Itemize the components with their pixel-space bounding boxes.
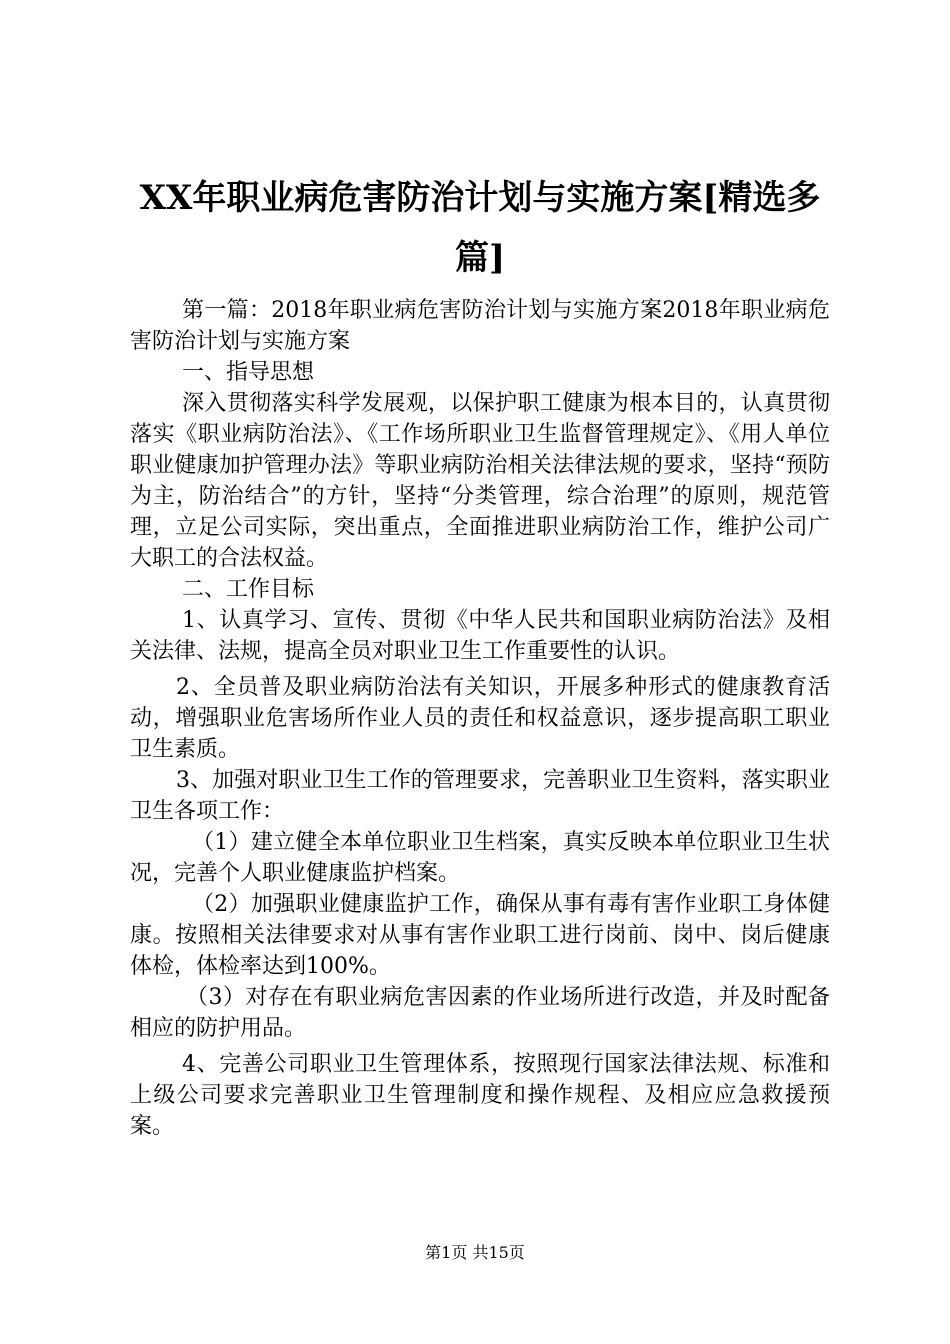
- list-item-goal-4: 4、完善公司职业卫生管理体系，按照现行国家法律法规、标准和上级公司要求完善职业卫生管理制度和操作规程、及相应应急救援预案。: [130, 1052, 830, 1139]
- list-item-subgoal-3: （3）对存在有职业病危害因素的作业场所进行改造，并及时配备相应的防护用品。: [130, 985, 830, 1041]
- list-item-goal-3: 3、加强对职业卫生工作的管理要求，完善职业卫生资料，落实职业卫生各项工作：: [130, 768, 830, 824]
- section-heading-guiding-ideology: 一、指导思想: [182, 360, 315, 385]
- list-item-subgoal-1: （1）建立健全本单位职业卫生档案，真实反映本单位职业卫生状况，完善个人职业健康监护档案。: [130, 830, 830, 886]
- paragraph-guiding-ideology: 深入贯彻落实科学发展观，以保护职工健康为根本目的，认真贯彻落实《职业病防治法》、《工作场所职业卫生监督管理规定》、《用人单位职业健康加护管理办法》等职业病防治相关法律法规的要求，坚持“预防为主，防治结合”的方针，坚持“分类管理，综合治理”的原则，规范管理，立足公司实际，突出重点，全面推进职业病防治工作，维护公司广大职工的合法权益。: [130, 391, 830, 571]
- page-number-footer: 第1页 共15页: [425, 1243, 525, 1262]
- list-item-goal-1: 1、认真学习、宣传、贯彻《中华人民共和国职业病防治法》及相关法律、法规，提高全员对职业卫生工作重要性的认识。: [130, 608, 830, 664]
- document-body: [130, 295, 830, 1142]
- list-item-goal-2: 2、全员普及职业病防治法有关知识，开展多种形式的健康教育活动，增强职业危害场所作业人员的责任和权益意识，逐步提高职工职业卫生素质。: [130, 675, 830, 762]
- list-item-subgoal-2: （2）加强职业健康监护工作，确保从事有毒有害作业职工身体健康。按照相关法律要求对从事有害作业职工进行岗前、岗中、岗后健康体检，体检率达到100%。: [130, 892, 830, 979]
- section-heading-work-goals: 二、工作目标: [182, 577, 315, 602]
- document-title: XX年职业病危害防治计划与实施方案[精选多篇]: [139, 178, 821, 278]
- paragraph-part-one-heading: 第一篇：2018年职业病危害防治计划与实施方案2018年职业病危害防治计划与实施方案: [130, 298, 830, 354]
